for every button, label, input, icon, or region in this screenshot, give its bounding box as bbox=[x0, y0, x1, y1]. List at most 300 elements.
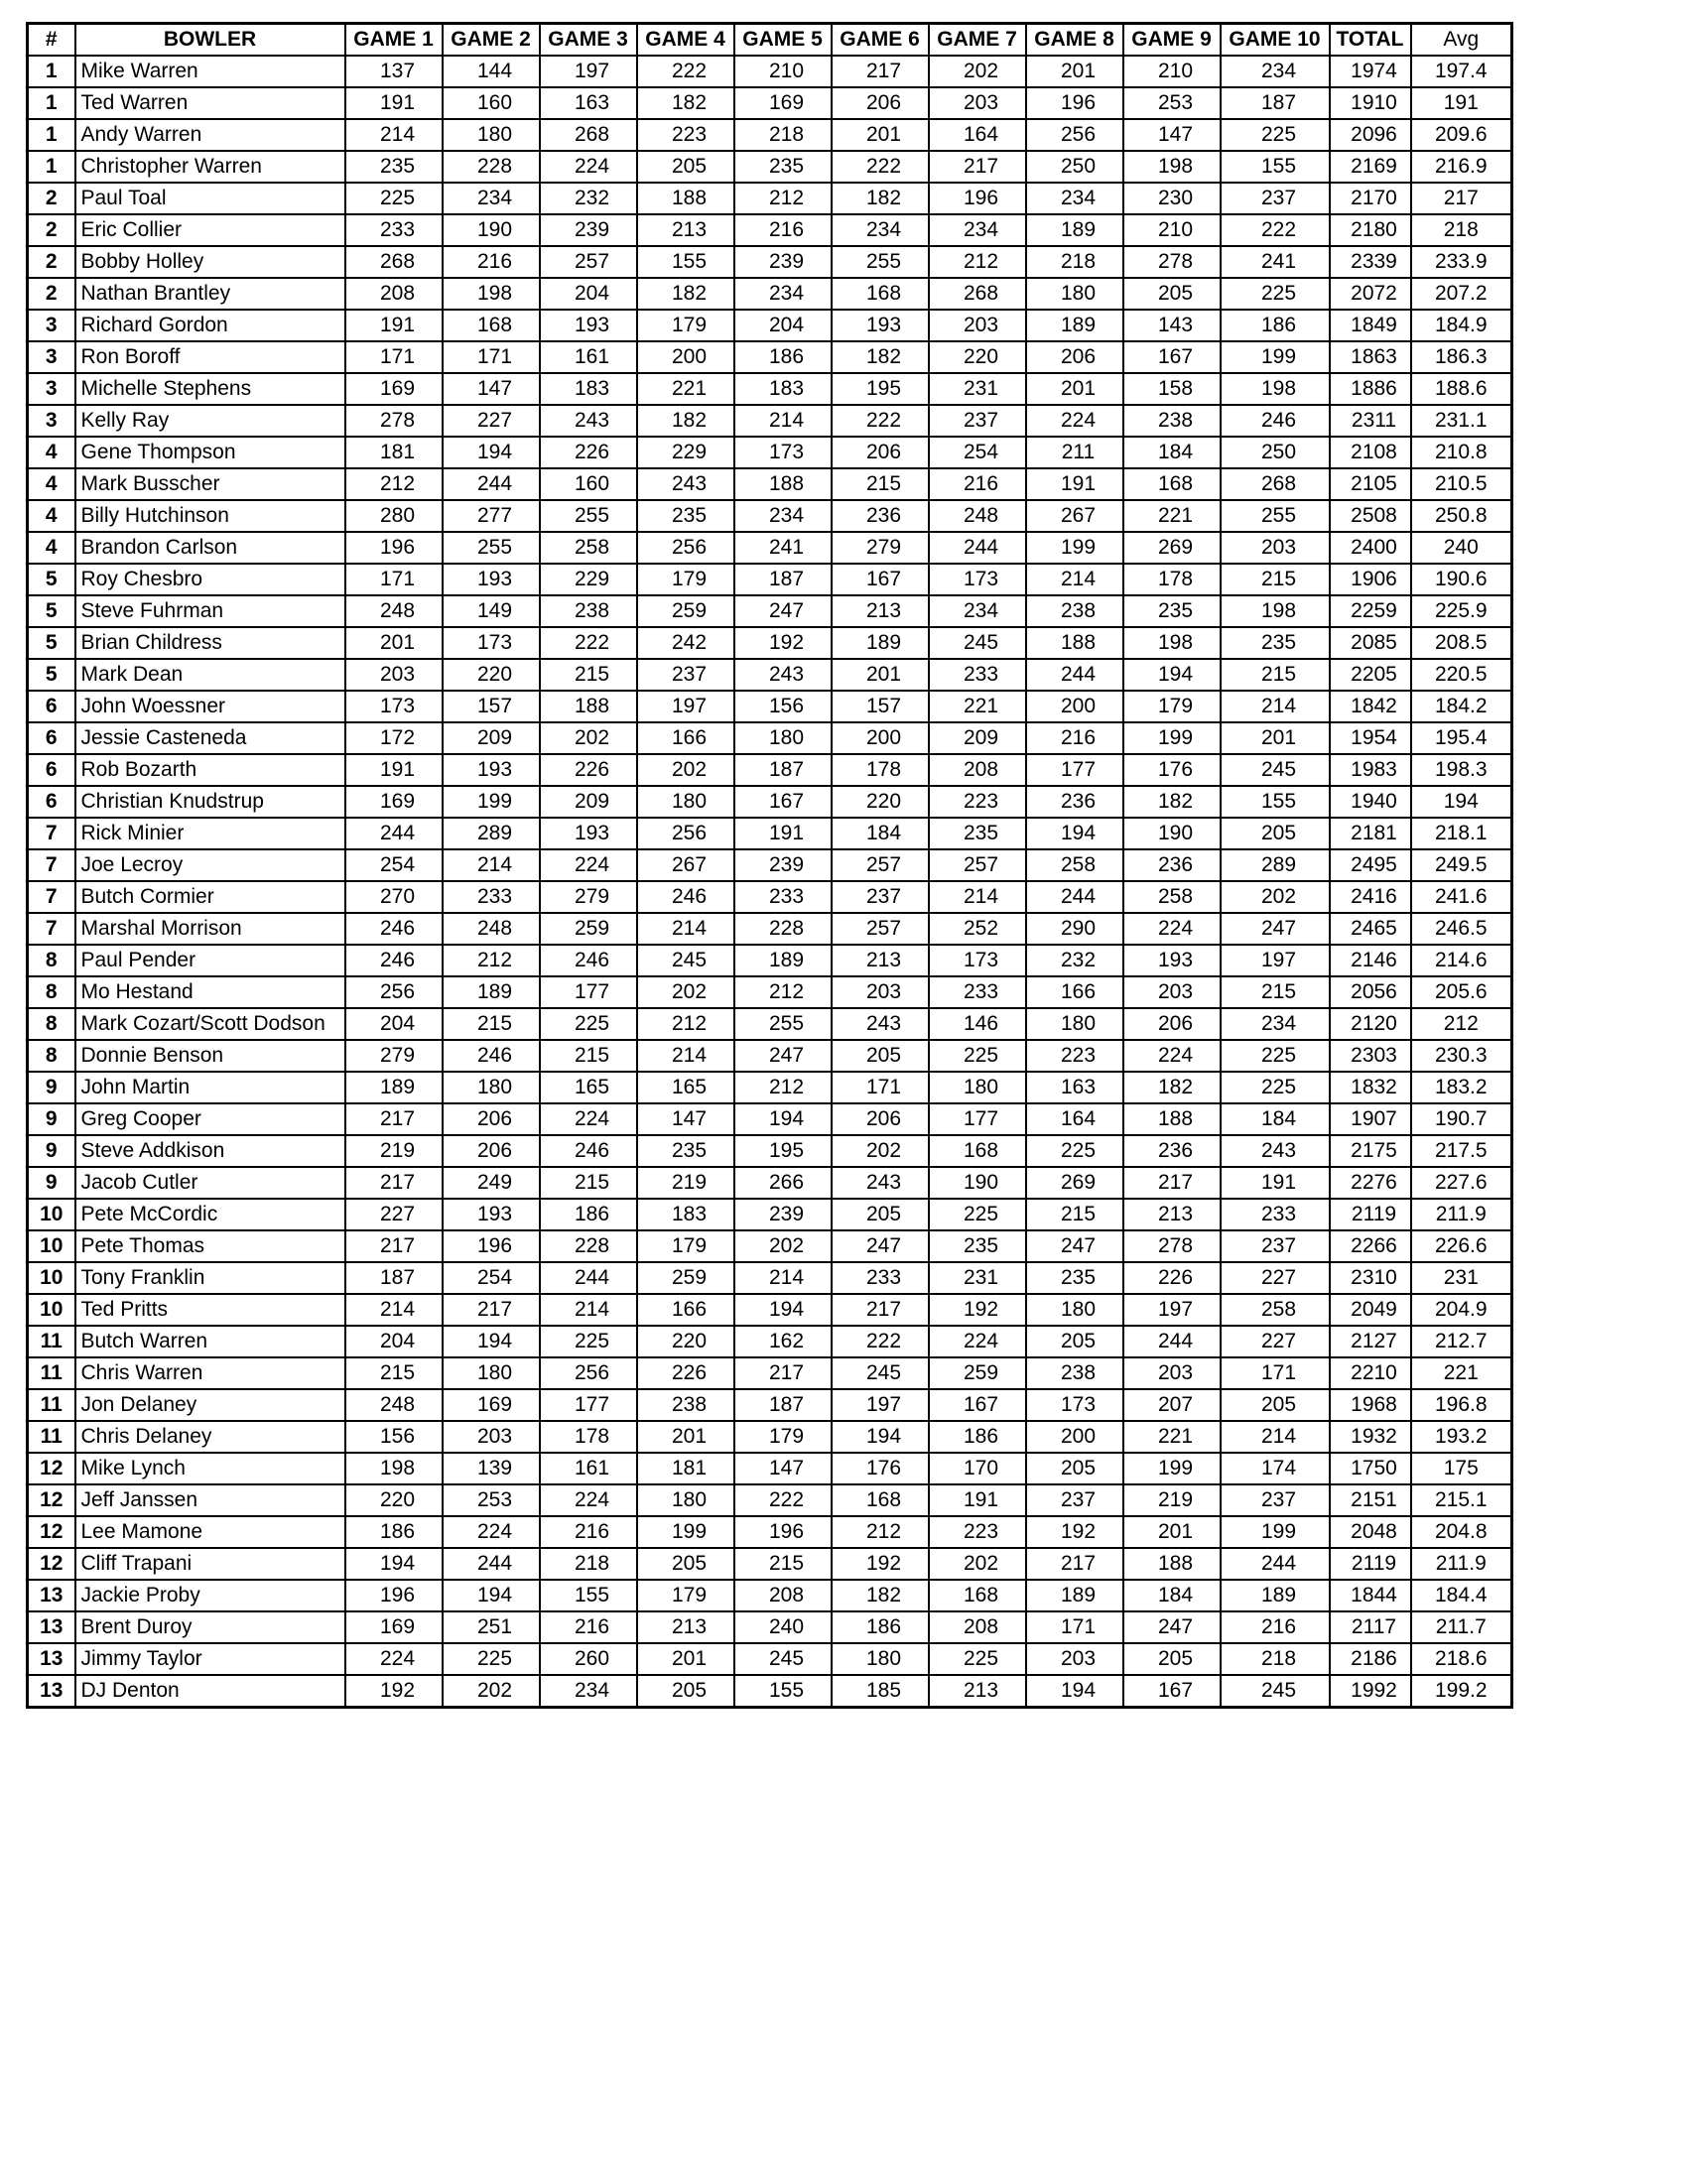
table-row bbox=[28, 1072, 1512, 1103]
game-7-cell: 235 bbox=[929, 818, 1026, 849]
game-7-cell: 212 bbox=[929, 246, 1026, 278]
game-7-cell: 225 bbox=[929, 1040, 1026, 1072]
game-8-cell: 214 bbox=[1026, 564, 1123, 595]
total-cell: 1910 bbox=[1330, 87, 1411, 119]
bowler-name-cell: Roy Chesbro bbox=[75, 564, 345, 595]
total-cell: 2146 bbox=[1330, 945, 1411, 976]
game-7-cell: 225 bbox=[929, 1199, 1026, 1230]
game-1-cell: 219 bbox=[345, 1135, 443, 1167]
rank-cell: 5 bbox=[28, 564, 75, 595]
table-row bbox=[28, 468, 1512, 500]
total-cell: 2186 bbox=[1330, 1643, 1411, 1675]
table-row bbox=[28, 310, 1512, 341]
game-3-cell: 160 bbox=[540, 468, 637, 500]
table-row bbox=[28, 691, 1512, 722]
game-9-cell: 190 bbox=[1123, 818, 1221, 849]
game-10-cell: 237 bbox=[1221, 183, 1330, 214]
game-7-cell: 203 bbox=[929, 310, 1026, 341]
game-4-cell: 205 bbox=[637, 1675, 734, 1708]
game-8-cell: 173 bbox=[1026, 1389, 1123, 1421]
game-1-cell: 248 bbox=[345, 595, 443, 627]
game-4-cell: 242 bbox=[637, 627, 734, 659]
game-4-cell: 235 bbox=[637, 1135, 734, 1167]
game-9-cell: 188 bbox=[1123, 1103, 1221, 1135]
table-row bbox=[28, 1516, 1512, 1548]
game-10-cell: 171 bbox=[1221, 1357, 1330, 1389]
table-row bbox=[28, 976, 1512, 1008]
total-cell: 1906 bbox=[1330, 564, 1411, 595]
rank-cell: 3 bbox=[28, 310, 75, 341]
bowler-name-cell: Ted Pritts bbox=[75, 1294, 345, 1326]
avg-cell: 184.2 bbox=[1411, 691, 1512, 722]
game-5-cell: 239 bbox=[734, 849, 832, 881]
game-3-cell: 228 bbox=[540, 1230, 637, 1262]
game-10-cell: 214 bbox=[1221, 1421, 1330, 1453]
total-cell: 2056 bbox=[1330, 976, 1411, 1008]
table-row bbox=[28, 1484, 1512, 1516]
game-6-cell: 222 bbox=[832, 151, 929, 183]
game-9-cell: 178 bbox=[1123, 564, 1221, 595]
game-9-cell: 224 bbox=[1123, 1040, 1221, 1072]
game-4-cell: 213 bbox=[637, 1611, 734, 1643]
table-row bbox=[28, 183, 1512, 214]
game-4-cell: 182 bbox=[637, 87, 734, 119]
game-3-cell: 257 bbox=[540, 246, 637, 278]
game-2-cell: 254 bbox=[443, 1262, 540, 1294]
game-3-cell: 259 bbox=[540, 913, 637, 945]
game-8-cell: 236 bbox=[1026, 786, 1123, 818]
game-3-cell: 224 bbox=[540, 1484, 637, 1516]
game-7-cell: 257 bbox=[929, 849, 1026, 881]
table-row bbox=[28, 1199, 1512, 1230]
game-5-cell: 167 bbox=[734, 786, 832, 818]
total-cell: 2049 bbox=[1330, 1294, 1411, 1326]
game-9-cell: 221 bbox=[1123, 500, 1221, 532]
game-7-cell: 192 bbox=[929, 1294, 1026, 1326]
game-8-cell: 171 bbox=[1026, 1611, 1123, 1643]
header-game-3: GAME 3 bbox=[540, 24, 637, 57]
game-5-cell: 234 bbox=[734, 500, 832, 532]
game-8-cell: 180 bbox=[1026, 1008, 1123, 1040]
game-5-cell: 187 bbox=[734, 754, 832, 786]
rank-cell: 11 bbox=[28, 1357, 75, 1389]
total-cell: 2105 bbox=[1330, 468, 1411, 500]
game-1-cell: 204 bbox=[345, 1008, 443, 1040]
game-6-cell: 243 bbox=[832, 1167, 929, 1199]
game-9-cell: 238 bbox=[1123, 405, 1221, 437]
avg-cell: 217 bbox=[1411, 183, 1512, 214]
total-cell: 2119 bbox=[1330, 1199, 1411, 1230]
rank-cell: 1 bbox=[28, 119, 75, 151]
game-9-cell: 278 bbox=[1123, 1230, 1221, 1262]
game-8-cell: 205 bbox=[1026, 1326, 1123, 1357]
game-1-cell: 191 bbox=[345, 754, 443, 786]
bowler-name-cell: Mark Cozart/Scott Dodson bbox=[75, 1008, 345, 1040]
game-4-cell: 179 bbox=[637, 310, 734, 341]
game-2-cell: 199 bbox=[443, 786, 540, 818]
game-9-cell: 193 bbox=[1123, 945, 1221, 976]
avg-cell: 205.6 bbox=[1411, 976, 1512, 1008]
bowler-name-cell: Mo Hestand bbox=[75, 976, 345, 1008]
game-9-cell: 188 bbox=[1123, 1548, 1221, 1580]
game-10-cell: 215 bbox=[1221, 659, 1330, 691]
game-6-cell: 176 bbox=[832, 1453, 929, 1484]
game-3-cell: 161 bbox=[540, 1453, 637, 1484]
game-10-cell: 225 bbox=[1221, 1072, 1330, 1103]
total-cell: 2339 bbox=[1330, 246, 1411, 278]
game-1-cell: 227 bbox=[345, 1199, 443, 1230]
game-2-cell: 244 bbox=[443, 1548, 540, 1580]
game-6-cell: 182 bbox=[832, 183, 929, 214]
game-3-cell: 177 bbox=[540, 1389, 637, 1421]
game-2-cell: 139 bbox=[443, 1453, 540, 1484]
game-10-cell: 174 bbox=[1221, 1453, 1330, 1484]
game-8-cell: 290 bbox=[1026, 913, 1123, 945]
avg-cell: 211.7 bbox=[1411, 1611, 1512, 1643]
game-9-cell: 182 bbox=[1123, 786, 1221, 818]
rank-cell: 4 bbox=[28, 437, 75, 468]
game-7-cell: 220 bbox=[929, 341, 1026, 373]
rank-cell: 13 bbox=[28, 1580, 75, 1611]
game-1-cell: 194 bbox=[345, 1548, 443, 1580]
game-4-cell: 201 bbox=[637, 1643, 734, 1675]
game-4-cell: 182 bbox=[637, 278, 734, 310]
bowling-scores-table bbox=[26, 22, 1513, 1709]
rank-cell: 12 bbox=[28, 1516, 75, 1548]
bowler-name-cell: Brandon Carlson bbox=[75, 532, 345, 564]
game-3-cell: 260 bbox=[540, 1643, 637, 1675]
game-6-cell: 279 bbox=[832, 532, 929, 564]
game-10-cell: 235 bbox=[1221, 627, 1330, 659]
avg-cell: 240 bbox=[1411, 532, 1512, 564]
game-6-cell: 197 bbox=[832, 1389, 929, 1421]
game-2-cell: 277 bbox=[443, 500, 540, 532]
table-row bbox=[28, 881, 1512, 913]
table-row bbox=[28, 754, 1512, 786]
rank-cell: 10 bbox=[28, 1262, 75, 1294]
game-3-cell: 177 bbox=[540, 976, 637, 1008]
game-10-cell: 245 bbox=[1221, 1675, 1330, 1708]
game-3-cell: 165 bbox=[540, 1072, 637, 1103]
game-5-cell: 210 bbox=[734, 56, 832, 87]
game-1-cell: 256 bbox=[345, 976, 443, 1008]
table-row bbox=[28, 786, 1512, 818]
game-7-cell: 208 bbox=[929, 754, 1026, 786]
table-row bbox=[28, 1453, 1512, 1484]
game-6-cell: 184 bbox=[832, 818, 929, 849]
game-4-cell: 182 bbox=[637, 405, 734, 437]
bowler-name-cell: Steve Fuhrman bbox=[75, 595, 345, 627]
game-3-cell: 209 bbox=[540, 786, 637, 818]
game-1-cell: 198 bbox=[345, 1453, 443, 1484]
game-10-cell: 241 bbox=[1221, 246, 1330, 278]
game-10-cell: 225 bbox=[1221, 1040, 1330, 1072]
game-4-cell: 202 bbox=[637, 754, 734, 786]
game-7-cell: 202 bbox=[929, 1548, 1026, 1580]
bowler-name-cell: Mark Busscher bbox=[75, 468, 345, 500]
game-5-cell: 196 bbox=[734, 1516, 832, 1548]
game-8-cell: 258 bbox=[1026, 849, 1123, 881]
game-7-cell: 252 bbox=[929, 913, 1026, 945]
game-5-cell: 194 bbox=[734, 1103, 832, 1135]
total-cell: 2210 bbox=[1330, 1357, 1411, 1389]
game-8-cell: 189 bbox=[1026, 214, 1123, 246]
game-8-cell: 211 bbox=[1026, 437, 1123, 468]
avg-cell: 249.5 bbox=[1411, 849, 1512, 881]
total-cell: 2400 bbox=[1330, 532, 1411, 564]
avg-cell: 196.8 bbox=[1411, 1389, 1512, 1421]
rank-cell: 9 bbox=[28, 1167, 75, 1199]
game-2-cell: 149 bbox=[443, 595, 540, 627]
game-9-cell: 244 bbox=[1123, 1326, 1221, 1357]
header-game-5: GAME 5 bbox=[734, 24, 832, 57]
game-9-cell: 168 bbox=[1123, 468, 1221, 500]
table-row bbox=[28, 1580, 1512, 1611]
bowler-name-cell: Chris Warren bbox=[75, 1357, 345, 1389]
avg-cell: 197.4 bbox=[1411, 56, 1512, 87]
game-2-cell: 180 bbox=[443, 1072, 540, 1103]
game-2-cell: 244 bbox=[443, 468, 540, 500]
game-4-cell: 188 bbox=[637, 183, 734, 214]
game-5-cell: 162 bbox=[734, 1326, 832, 1357]
avg-cell: 193.2 bbox=[1411, 1421, 1512, 1453]
game-8-cell: 237 bbox=[1026, 1484, 1123, 1516]
game-6-cell: 243 bbox=[832, 1008, 929, 1040]
game-5-cell: 186 bbox=[734, 341, 832, 373]
game-6-cell: 222 bbox=[832, 405, 929, 437]
game-8-cell: 189 bbox=[1026, 310, 1123, 341]
game-6-cell: 217 bbox=[832, 1294, 929, 1326]
game-2-cell: 193 bbox=[443, 1199, 540, 1230]
table-row bbox=[28, 278, 1512, 310]
rank-cell: 2 bbox=[28, 183, 75, 214]
game-3-cell: 246 bbox=[540, 945, 637, 976]
game-4-cell: 223 bbox=[637, 119, 734, 151]
game-3-cell: 183 bbox=[540, 373, 637, 405]
game-2-cell: 160 bbox=[443, 87, 540, 119]
rank-cell: 6 bbox=[28, 754, 75, 786]
bowler-name-cell: Marshal Morrison bbox=[75, 913, 345, 945]
game-4-cell: 243 bbox=[637, 468, 734, 500]
avg-cell: 215.1 bbox=[1411, 1484, 1512, 1516]
game-4-cell: 221 bbox=[637, 373, 734, 405]
header-game-2: GAME 2 bbox=[443, 24, 540, 57]
header-bowler: BOWLER bbox=[75, 24, 345, 57]
table-row bbox=[28, 1357, 1512, 1389]
game-6-cell: 206 bbox=[832, 87, 929, 119]
game-10-cell: 234 bbox=[1221, 56, 1330, 87]
rank-cell: 2 bbox=[28, 214, 75, 246]
table-row bbox=[28, 373, 1512, 405]
game-2-cell: 171 bbox=[443, 341, 540, 373]
game-1-cell: 225 bbox=[345, 183, 443, 214]
game-2-cell: 206 bbox=[443, 1135, 540, 1167]
game-1-cell: 212 bbox=[345, 468, 443, 500]
game-8-cell: 269 bbox=[1026, 1167, 1123, 1199]
game-10-cell: 222 bbox=[1221, 214, 1330, 246]
game-7-cell: 208 bbox=[929, 1611, 1026, 1643]
game-2-cell: 168 bbox=[443, 310, 540, 341]
game-3-cell: 229 bbox=[540, 564, 637, 595]
game-10-cell: 191 bbox=[1221, 1167, 1330, 1199]
game-4-cell: 238 bbox=[637, 1389, 734, 1421]
game-3-cell: 215 bbox=[540, 659, 637, 691]
game-7-cell: 168 bbox=[929, 1580, 1026, 1611]
game-5-cell: 155 bbox=[734, 1675, 832, 1708]
game-10-cell: 237 bbox=[1221, 1230, 1330, 1262]
game-9-cell: 194 bbox=[1123, 659, 1221, 691]
game-2-cell: 198 bbox=[443, 278, 540, 310]
game-7-cell: 167 bbox=[929, 1389, 1026, 1421]
bowler-name-cell: Butch Cormier bbox=[75, 881, 345, 913]
game-8-cell: 205 bbox=[1026, 1453, 1123, 1484]
game-8-cell: 199 bbox=[1026, 532, 1123, 564]
rank-cell: 9 bbox=[28, 1135, 75, 1167]
game-7-cell: 234 bbox=[929, 214, 1026, 246]
game-4-cell: 179 bbox=[637, 1580, 734, 1611]
game-3-cell: 214 bbox=[540, 1294, 637, 1326]
total-cell: 2085 bbox=[1330, 627, 1411, 659]
game-7-cell: 217 bbox=[929, 151, 1026, 183]
game-1-cell: 171 bbox=[345, 564, 443, 595]
game-1-cell: 233 bbox=[345, 214, 443, 246]
total-cell: 2096 bbox=[1330, 119, 1411, 151]
game-6-cell: 194 bbox=[832, 1421, 929, 1453]
game-3-cell: 226 bbox=[540, 437, 637, 468]
game-6-cell: 182 bbox=[832, 341, 929, 373]
avg-cell: 210.8 bbox=[1411, 437, 1512, 468]
bowler-name-cell: Jackie Proby bbox=[75, 1580, 345, 1611]
game-8-cell: 206 bbox=[1026, 341, 1123, 373]
game-10-cell: 227 bbox=[1221, 1262, 1330, 1294]
game-4-cell: 147 bbox=[637, 1103, 734, 1135]
game-4-cell: 201 bbox=[637, 1421, 734, 1453]
rank-cell: 6 bbox=[28, 722, 75, 754]
game-3-cell: 216 bbox=[540, 1516, 637, 1548]
game-8-cell: 216 bbox=[1026, 722, 1123, 754]
game-6-cell: 206 bbox=[832, 437, 929, 468]
game-4-cell: 259 bbox=[637, 595, 734, 627]
game-9-cell: 205 bbox=[1123, 278, 1221, 310]
game-2-cell: 214 bbox=[443, 849, 540, 881]
game-5-cell: 189 bbox=[734, 945, 832, 976]
game-6-cell: 245 bbox=[832, 1357, 929, 1389]
bowler-name-cell: Donnie Benson bbox=[75, 1040, 345, 1072]
game-2-cell: 251 bbox=[443, 1611, 540, 1643]
rank-cell: 1 bbox=[28, 151, 75, 183]
game-1-cell: 169 bbox=[345, 786, 443, 818]
game-9-cell: 230 bbox=[1123, 183, 1221, 214]
game-1-cell: 201 bbox=[345, 627, 443, 659]
game-8-cell: 215 bbox=[1026, 1199, 1123, 1230]
game-5-cell: 217 bbox=[734, 1357, 832, 1389]
avg-cell: 209.6 bbox=[1411, 119, 1512, 151]
game-9-cell: 213 bbox=[1123, 1199, 1221, 1230]
bowler-name-cell: Jeff Janssen bbox=[75, 1484, 345, 1516]
game-5-cell: 202 bbox=[734, 1230, 832, 1262]
game-8-cell: 234 bbox=[1026, 183, 1123, 214]
rank-cell: 7 bbox=[28, 881, 75, 913]
game-10-cell: 250 bbox=[1221, 437, 1330, 468]
table-row bbox=[28, 437, 1512, 468]
game-6-cell: 192 bbox=[832, 1548, 929, 1580]
game-3-cell: 255 bbox=[540, 500, 637, 532]
game-4-cell: 226 bbox=[637, 1357, 734, 1389]
game-10-cell: 203 bbox=[1221, 532, 1330, 564]
game-9-cell: 184 bbox=[1123, 437, 1221, 468]
game-6-cell: 234 bbox=[832, 214, 929, 246]
game-10-cell: 233 bbox=[1221, 1199, 1330, 1230]
avg-cell: 208.5 bbox=[1411, 627, 1512, 659]
game-5-cell: 239 bbox=[734, 1199, 832, 1230]
avg-cell: 231 bbox=[1411, 1262, 1512, 1294]
game-10-cell: 216 bbox=[1221, 1611, 1330, 1643]
game-5-cell: 212 bbox=[734, 183, 832, 214]
total-cell: 1750 bbox=[1330, 1453, 1411, 1484]
avg-cell: 204.9 bbox=[1411, 1294, 1512, 1326]
avg-cell: 221 bbox=[1411, 1357, 1512, 1389]
game-9-cell: 184 bbox=[1123, 1580, 1221, 1611]
game-3-cell: 224 bbox=[540, 1103, 637, 1135]
game-9-cell: 247 bbox=[1123, 1611, 1221, 1643]
game-9-cell: 278 bbox=[1123, 246, 1221, 278]
game-10-cell: 215 bbox=[1221, 976, 1330, 1008]
game-7-cell: 173 bbox=[929, 945, 1026, 976]
game-3-cell: 155 bbox=[540, 1580, 637, 1611]
game-8-cell: 164 bbox=[1026, 1103, 1123, 1135]
game-9-cell: 198 bbox=[1123, 627, 1221, 659]
game-2-cell: 212 bbox=[443, 945, 540, 976]
bowler-name-cell: Cliff Trapani bbox=[75, 1548, 345, 1580]
total-cell: 2276 bbox=[1330, 1167, 1411, 1199]
game-2-cell: 216 bbox=[443, 246, 540, 278]
bowler-name-cell: Brent Duroy bbox=[75, 1611, 345, 1643]
game-10-cell: 244 bbox=[1221, 1548, 1330, 1580]
game-2-cell: 228 bbox=[443, 151, 540, 183]
game-10-cell: 255 bbox=[1221, 500, 1330, 532]
game-4-cell: 199 bbox=[637, 1516, 734, 1548]
game-4-cell: 166 bbox=[637, 1294, 734, 1326]
table-row bbox=[28, 1611, 1512, 1643]
game-8-cell: 191 bbox=[1026, 468, 1123, 500]
total-cell: 2151 bbox=[1330, 1484, 1411, 1516]
game-4-cell: 259 bbox=[637, 1262, 734, 1294]
game-7-cell: 254 bbox=[929, 437, 1026, 468]
bowler-name-cell: Brian Childress bbox=[75, 627, 345, 659]
game-7-cell: 177 bbox=[929, 1103, 1026, 1135]
game-10-cell: 205 bbox=[1221, 818, 1330, 849]
game-3-cell: 232 bbox=[540, 183, 637, 214]
bowler-name-cell: Christian Knudstrup bbox=[75, 786, 345, 818]
total-cell: 2119 bbox=[1330, 1548, 1411, 1580]
total-cell: 2117 bbox=[1330, 1611, 1411, 1643]
rank-cell: 8 bbox=[28, 1040, 75, 1072]
game-10-cell: 205 bbox=[1221, 1389, 1330, 1421]
table-row bbox=[28, 87, 1512, 119]
game-7-cell: 244 bbox=[929, 532, 1026, 564]
total-cell: 2169 bbox=[1330, 151, 1411, 183]
total-cell: 2170 bbox=[1330, 183, 1411, 214]
game-3-cell: 258 bbox=[540, 532, 637, 564]
header-game-10: GAME 10 bbox=[1221, 24, 1330, 57]
game-6-cell: 237 bbox=[832, 881, 929, 913]
rank-cell: 3 bbox=[28, 341, 75, 373]
game-9-cell: 198 bbox=[1123, 151, 1221, 183]
game-4-cell: 237 bbox=[637, 659, 734, 691]
header-game-4: GAME 4 bbox=[637, 24, 734, 57]
rank-cell: 1 bbox=[28, 56, 75, 87]
game-10-cell: 187 bbox=[1221, 87, 1330, 119]
